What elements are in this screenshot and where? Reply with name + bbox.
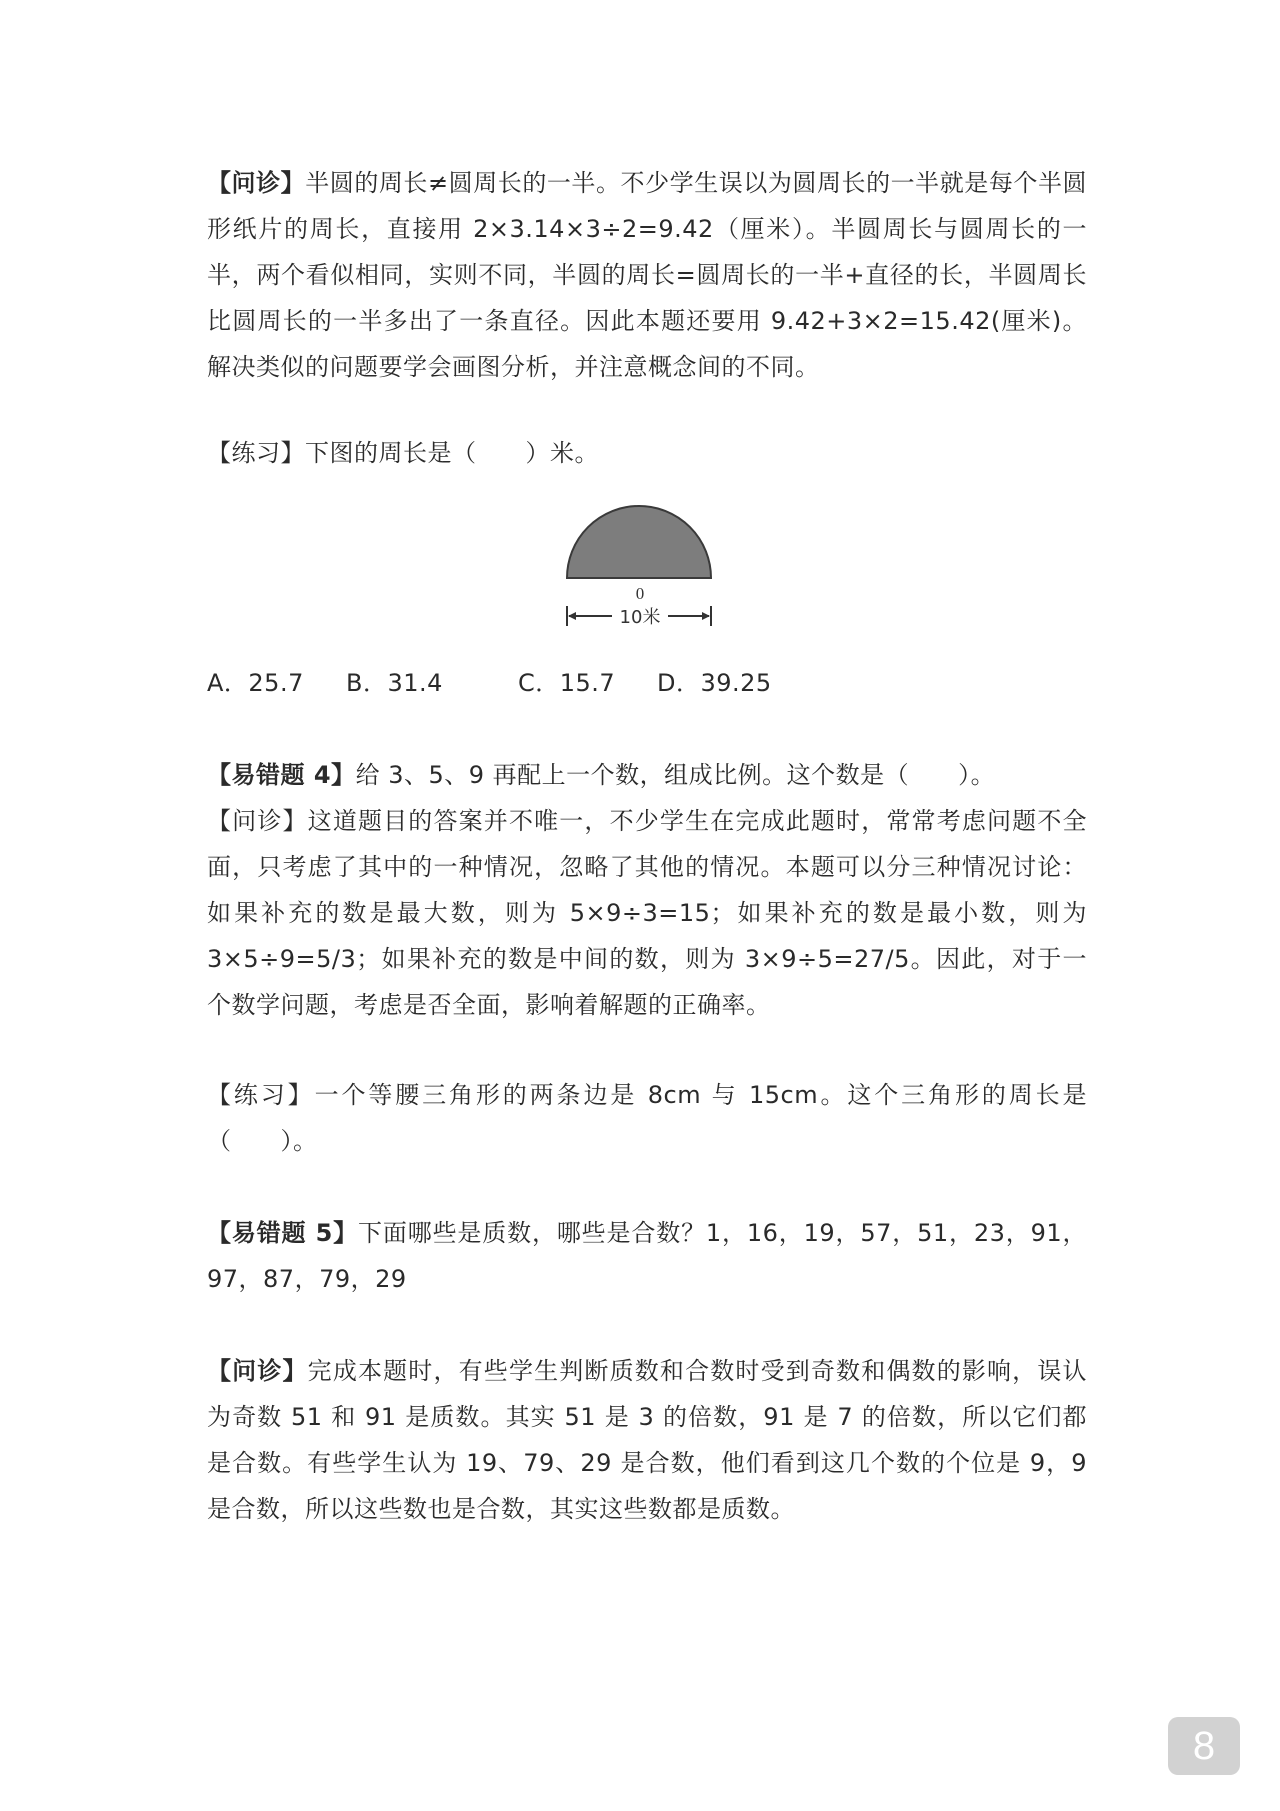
dimension-label: 10米	[619, 607, 661, 628]
option-b: B．31.4	[346, 669, 443, 697]
diagnosis-paragraph-2	[207, 798, 1087, 1028]
semicircle-shape	[567, 506, 711, 578]
diagnosis-text: 半圆的周长≠圆周长的一半。不少学生误以为圆周长的一半就是每个半圆形纸片的周长，直接用 2×3.14×3÷2=9.42（厘米）。半圆周长与圆周长的一半，两个看似相同，实则不同，半圆的周长=圆周长的一半+直径的长，半圆周长比圆周长的一半多出了一条直径。因此本题还要用 9.42+3×2=15.42(厘米)。解决类似的问题要学会画图分析，并注意概念间的不同。	[207, 169, 1088, 381]
diagnosis-tag: 【问诊】	[207, 807, 308, 835]
diagnosis-tag: 【问诊】	[207, 169, 306, 197]
diagnosis-tag: 【问诊】	[207, 1357, 308, 1385]
diagnosis-text: 这道题目的答案并不唯一，不少学生在完成此题时，常常考虑问题不全面，只考虑了其中的一种情况，忽略了其他的情况。本题可以分三种情况讨论：如果补充的数是最大数，则为 5×9÷3=15；如果补充的数是最小数，则为 3×5÷9=5/3；如果补充的数是中间的数，则为 3×9÷5=27/5。因此，对于一个数学问题，考虑是否全面，影响着解题的正确率。	[207, 807, 1088, 1019]
practice-tag: 【练习】	[207, 1081, 315, 1109]
diagnosis-paragraph-1	[207, 160, 1087, 390]
diagnosis-paragraph-3	[207, 1348, 1087, 1532]
practice-paragraph-1	[207, 430, 1087, 476]
dimension-right-arrow	[702, 612, 710, 620]
practice-text: 一个等腰三角形的两条边是 8cm 与 15cm。这个三角形的周长是（ ）。	[207, 1081, 1088, 1155]
problem-tag: 【易错题 4】	[207, 761, 356, 789]
problem-tag: 【易错题 5】	[207, 1219, 359, 1247]
page-number-badge: 8	[1168, 1717, 1240, 1775]
dimension-left-arrow	[568, 612, 576, 620]
option-c: C．15.7	[518, 669, 616, 697]
problem-text: 下面哪些是质数，哪些是合数？1，16，19，57，51，23，91，97，87，79，29	[207, 1219, 1087, 1293]
option-d: D．39.25	[657, 669, 772, 697]
center-label: 0	[635, 584, 645, 603]
error-problem-4	[207, 752, 1087, 798]
practice-paragraph-2	[207, 1072, 1087, 1164]
problem-text: 给 3、5、9 再配上一个数，组成比例。这个数是（ ）。	[355, 761, 996, 789]
diagnosis-text: 完成本题时，有些学生判断质数和合数时受到奇数和偶数的影响，误认为奇数 51 和 91 是质数。其实 51 是 3 的倍数，91 是 7 的倍数，所以它们都是合数。有些学生认为 19、79、29 是合数，他们看到这几个数的个位是 9，9 是合数，所以这些数也是合数，其实这些数都是质数。	[207, 1357, 1088, 1523]
practice-text: 下图的周长是（ ）米。	[305, 439, 599, 467]
option-a: A．25.7	[207, 669, 304, 697]
semicircle-figure	[560, 498, 720, 632]
error-problem-5	[207, 1210, 1087, 1302]
practice-tag: 【练习】	[207, 439, 305, 467]
